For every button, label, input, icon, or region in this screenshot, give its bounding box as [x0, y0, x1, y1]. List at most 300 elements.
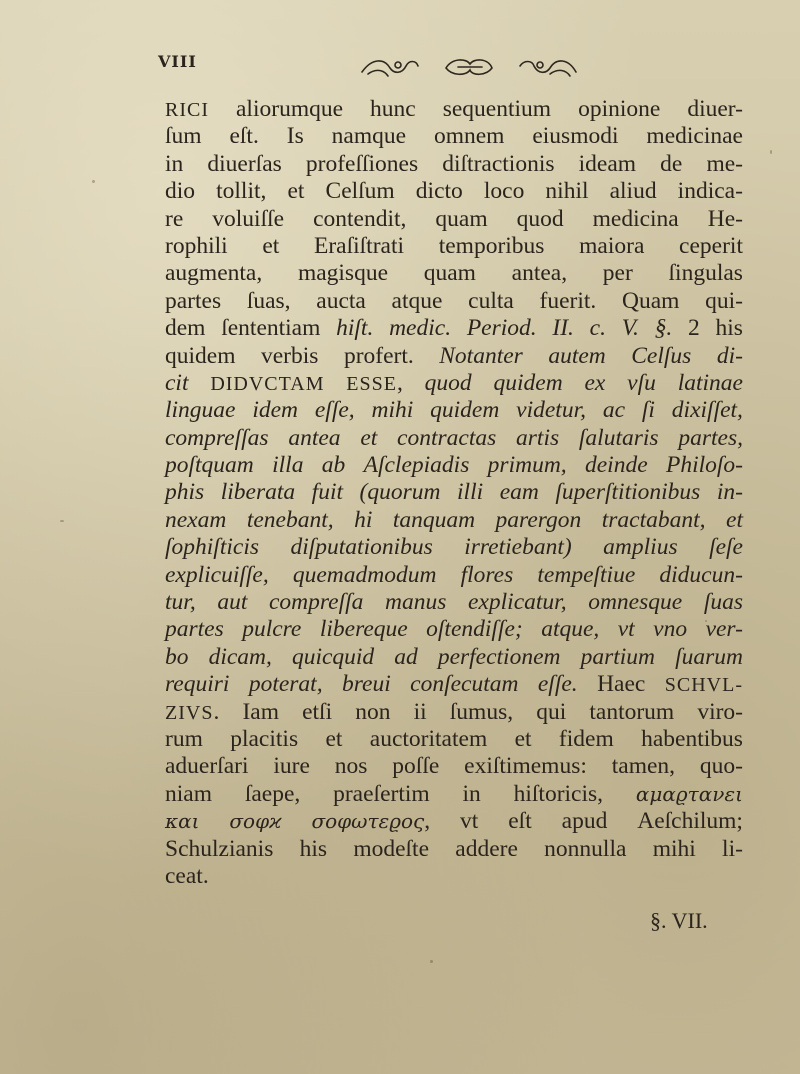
word: [672, 397, 743, 424]
word: [675, 644, 743, 671]
page-header: [158, 52, 740, 82]
word: [636, 781, 743, 808]
word: [314, 233, 404, 260]
word: [242, 616, 301, 643]
italic-text: quidem: [430, 397, 500, 424]
text-segment: quam: [435, 205, 488, 232]
italic-text: cit: [165, 369, 189, 396]
word: [581, 644, 655, 671]
word: [298, 260, 388, 287]
word: [434, 123, 505, 150]
word: [516, 397, 586, 424]
italic-text: liberata: [220, 479, 296, 506]
word: [578, 96, 660, 123]
italic-text: di-: [716, 342, 743, 369]
word: [320, 616, 408, 643]
word: [385, 589, 446, 616]
word: [464, 753, 587, 780]
word: [355, 699, 390, 726]
italic-text: tractabant,: [601, 506, 706, 533]
italic-text: parergon: [495, 506, 582, 533]
italic-text: explicatur,: [468, 589, 567, 616]
paper-speck: [92, 180, 95, 183]
paper-speck: [60, 520, 64, 522]
italic-text: ſalutaris: [578, 424, 659, 451]
word: [618, 616, 635, 643]
italic-text: amplius: [603, 534, 678, 561]
text-segment: aucta: [316, 287, 366, 314]
text-segment: eſt: [508, 808, 532, 835]
word: [642, 397, 655, 424]
text-line: [165, 507, 743, 534]
word: [612, 753, 675, 780]
word: [165, 479, 204, 506]
text-segment: quod: [516, 205, 564, 232]
paper-speck: [430, 960, 433, 963]
word: [416, 178, 463, 205]
italic-text: irretiebant): [464, 534, 572, 561]
word: [457, 479, 483, 506]
text-line: [165, 260, 743, 287]
text-segment: re: [165, 205, 184, 232]
text-segment: exiſtimemus:: [464, 753, 587, 780]
italic-text: Aſclepiadis: [363, 452, 470, 479]
word: [678, 178, 743, 205]
text-segment: addere: [455, 835, 518, 862]
word: [165, 206, 183, 233]
text-segment: fidem: [558, 725, 614, 752]
text-line: [165, 206, 743, 233]
word: [165, 562, 269, 589]
word: [597, 671, 645, 698]
italic-text: omnesque: [588, 589, 683, 616]
word: [468, 589, 567, 616]
word: [262, 233, 279, 260]
word: [722, 836, 743, 863]
word: [585, 452, 648, 479]
text-line: [165, 836, 743, 863]
text-segment: He-: [707, 205, 743, 232]
word: [589, 699, 674, 726]
text-segment: tamen,: [611, 753, 676, 780]
text-segment: eiusmodi: [532, 123, 619, 150]
word: [229, 808, 281, 835]
text-segment: Celſum: [325, 178, 395, 205]
greek-text: σοφϰ: [229, 809, 282, 834]
italic-text: aut: [217, 589, 248, 616]
italic-text: Philoſo-: [665, 452, 743, 479]
text-segment: aduerſari: [165, 753, 249, 780]
italic-text: ſuarum: [675, 643, 743, 670]
word: [217, 589, 247, 616]
text-segment: et: [262, 232, 280, 259]
text-line: [165, 343, 743, 370]
word: [165, 507, 226, 534]
word: [247, 507, 334, 534]
text-segment: antea,: [511, 260, 568, 287]
word: [311, 808, 430, 835]
word: [706, 616, 743, 643]
italic-text: compreſſas: [165, 424, 269, 451]
word: [389, 315, 451, 342]
word: [579, 233, 644, 260]
italic-text: tempeſtiue: [537, 561, 636, 588]
text-segment: .: [213, 698, 220, 725]
text-segment: modeſte: [353, 835, 430, 862]
word: [394, 644, 418, 671]
text-line: [165, 288, 743, 315]
word: [221, 315, 320, 342]
text-segment: culta: [468, 287, 514, 314]
text-segment: ceperit: [679, 232, 743, 259]
text-segment: ſaepe,: [244, 780, 301, 807]
italic-text: tanquam: [392, 506, 476, 533]
word: [536, 699, 566, 726]
word: [631, 343, 691, 370]
word: [708, 206, 743, 233]
word: [678, 370, 743, 397]
word: [593, 206, 679, 233]
text-segment: diuerſas: [207, 150, 282, 177]
word: [272, 452, 303, 479]
greek-text: σοφωτεϱος: [311, 809, 425, 834]
word: [500, 479, 539, 506]
word: [603, 534, 677, 561]
text-segment: et: [325, 725, 343, 752]
text-segment: nihil: [545, 178, 589, 205]
word: [660, 151, 682, 178]
catchword: §. VII.: [650, 908, 708, 933]
text-segment: maiora: [579, 232, 645, 259]
word: [726, 507, 743, 534]
text-segment: omnem: [433, 123, 505, 150]
word: [247, 288, 291, 315]
word: [704, 589, 743, 616]
text-segment: Is: [286, 123, 304, 150]
word: [165, 534, 259, 561]
word: [290, 534, 432, 561]
text-segment: diſtractionis: [442, 150, 555, 177]
text-segment: Eraſiſtrati: [313, 232, 405, 259]
word: [424, 260, 476, 287]
text-line: [165, 644, 743, 671]
text-segment: tollit,: [216, 178, 267, 205]
text-segment: voluiſſe: [212, 205, 285, 232]
word: [165, 96, 209, 123]
italic-text: quidem: [493, 369, 563, 396]
text-segment: dem: [165, 315, 206, 342]
text-line: [165, 781, 743, 808]
text-segment: fuerit.: [539, 287, 597, 314]
text-segment: et: [514, 725, 532, 752]
word: [516, 425, 559, 452]
text-segment: ſumus,: [449, 698, 514, 725]
word: [221, 479, 295, 506]
word: [165, 589, 196, 616]
italic-text: antea: [288, 424, 341, 451]
word: [659, 562, 743, 589]
text-line: [165, 726, 743, 753]
text-line: [165, 452, 743, 479]
word: [165, 343, 236, 370]
text-segment: etſi: [302, 698, 333, 725]
word: [460, 808, 478, 835]
word: [410, 671, 518, 698]
word: [288, 425, 340, 452]
word: [678, 425, 743, 452]
italic-text: vno: [653, 616, 688, 643]
word: [515, 726, 532, 753]
word: [655, 315, 673, 342]
word: [610, 178, 657, 205]
italic-text: atque,: [541, 616, 600, 643]
italic-text: videtur,: [516, 397, 587, 424]
text-line: [165, 479, 743, 506]
word: [590, 315, 606, 342]
text-segment: loco: [483, 178, 525, 205]
word: [537, 562, 635, 589]
word: [252, 397, 298, 424]
text-segment: his: [715, 315, 743, 342]
word: [602, 507, 706, 534]
word: [603, 397, 625, 424]
text-segment: diuer-: [687, 96, 743, 122]
word: [717, 479, 743, 506]
italic-text: diſputationibus: [290, 534, 433, 561]
word: [584, 370, 605, 397]
word: [562, 808, 608, 835]
word: [210, 370, 324, 397]
word: [269, 589, 363, 616]
word: [287, 123, 304, 150]
word: [588, 589, 682, 616]
italic-text: illi: [457, 479, 484, 506]
word: [165, 808, 199, 835]
word: [287, 178, 304, 205]
word: [517, 206, 564, 233]
text-segment: mihi: [652, 835, 696, 862]
body-text: [165, 96, 743, 890]
italic-text: ſi: [641, 397, 655, 424]
text-segment: niam: [165, 780, 212, 807]
italic-text: V.: [621, 315, 639, 342]
text-segment: placitis: [230, 725, 299, 752]
text-segment: ,: [424, 808, 431, 835]
word: [541, 616, 599, 643]
word: [300, 836, 327, 863]
word: [292, 644, 374, 671]
word: [397, 425, 496, 452]
word: [622, 288, 679, 315]
italic-text: quicquid: [291, 643, 375, 670]
word: [669, 260, 743, 287]
italic-text: ad: [394, 643, 418, 670]
word: [559, 726, 614, 753]
text-segment: in: [165, 150, 184, 177]
text-line: [165, 233, 743, 260]
decorative-fleuron-icon: [354, 52, 584, 82]
word: [715, 315, 742, 342]
small-caps-text: ZIVS: [165, 701, 214, 724]
text-segment: praeſertim: [333, 780, 430, 807]
word: [508, 808, 532, 835]
word: [165, 178, 195, 205]
italic-text: Celſus: [631, 342, 692, 369]
paper-speck: [770, 150, 772, 154]
word: [249, 671, 323, 698]
text-segment: ſum: [165, 123, 202, 150]
italic-text: ac: [602, 397, 626, 424]
word: [209, 644, 272, 671]
word: [312, 479, 343, 506]
text-segment: et: [287, 178, 305, 205]
italic-text: et: [360, 424, 378, 451]
italic-text: explicuiſſe,: [165, 561, 269, 588]
italic-text: oſtendiſſe;: [426, 616, 523, 643]
word: [230, 726, 298, 753]
text-segment: his: [299, 835, 328, 862]
text-segment: nos: [334, 753, 368, 780]
word: [679, 233, 743, 260]
word: [414, 699, 427, 726]
text-segment: apud: [561, 808, 608, 835]
italic-text: tenebant,: [246, 506, 334, 533]
small-caps-text: DIDVCTAM: [210, 372, 325, 395]
text-segment: tantorum: [589, 698, 675, 725]
word: [435, 206, 487, 233]
word: [165, 123, 202, 150]
text-line: [165, 589, 743, 616]
text-segment: contendit,: [313, 205, 407, 232]
word: [538, 671, 578, 698]
word: [207, 151, 281, 178]
word: [212, 206, 284, 233]
word: [548, 343, 605, 370]
italic-text: ab: [321, 452, 346, 479]
italic-text: artis: [516, 424, 560, 451]
italic-text: fuit: [311, 479, 344, 506]
word: [688, 315, 700, 342]
text-segment: Iam: [242, 698, 279, 725]
text-segment: nonnulla: [544, 835, 627, 862]
word: [461, 562, 514, 589]
word: [165, 781, 212, 808]
word: [496, 507, 582, 534]
word: [665, 671, 743, 698]
text-segment: aliud: [609, 178, 657, 205]
text-line: [165, 178, 743, 205]
word: [273, 753, 310, 780]
italic-text: bo: [165, 643, 189, 670]
italic-text: (quorum: [359, 479, 441, 506]
word: [333, 781, 430, 808]
text-segment: profeſſiones: [305, 150, 419, 177]
text-segment: magisque: [297, 260, 389, 287]
word: [336, 315, 373, 342]
italic-text: partium: [580, 643, 655, 670]
word: [653, 616, 687, 643]
text-segment: hunc: [370, 96, 416, 122]
italic-text: dixiſſet,: [671, 397, 743, 424]
word: [229, 123, 258, 150]
italic-text: idem: [252, 397, 299, 424]
italic-text: tur,: [165, 589, 196, 616]
text-line: [165, 863, 743, 890]
text-line: [165, 151, 743, 178]
word: [464, 534, 571, 561]
word: [443, 96, 551, 123]
word: [697, 699, 743, 726]
small-caps-text: ESSE: [346, 372, 397, 395]
text-segment: auctoritatem: [369, 725, 488, 752]
italic-text: §.: [654, 315, 673, 342]
word: [540, 288, 597, 315]
word: [512, 260, 567, 287]
word: [165, 370, 189, 397]
word: [653, 836, 696, 863]
word: [641, 726, 743, 753]
text-segment: ſingulas: [668, 260, 743, 287]
italic-text: et: [726, 506, 743, 533]
word: [637, 808, 743, 835]
text-segment: qui: [536, 698, 567, 725]
italic-text: breui: [342, 671, 391, 698]
italic-text: hiſt.: [336, 315, 374, 342]
word: [468, 288, 514, 315]
word: [666, 452, 743, 479]
word: [439, 233, 545, 260]
word: [165, 425, 269, 452]
italic-text: ſuperſtitionibus: [555, 479, 701, 506]
italic-text: quod: [424, 369, 472, 396]
italic-text: ſuas: [703, 589, 743, 616]
word: [316, 288, 366, 315]
word: [165, 315, 205, 342]
word: [627, 370, 656, 397]
italic-text: linguae: [165, 397, 236, 424]
word: [442, 151, 554, 178]
text-segment: ſuas,: [246, 287, 291, 314]
italic-text: quemadmodum: [292, 561, 437, 588]
text-segment: dicto: [415, 178, 463, 205]
text-segment: in: [462, 780, 481, 807]
word: [165, 151, 183, 178]
word: [261, 343, 318, 370]
italic-text: ver-: [705, 616, 743, 643]
word: [603, 260, 633, 287]
italic-text: poterat,: [248, 671, 323, 698]
text-segment: ſententiam: [221, 315, 321, 342]
word: [700, 753, 743, 780]
text-segment: Schulzianis: [165, 835, 274, 862]
text-segment: 2: [688, 315, 700, 342]
word: [216, 178, 266, 205]
word: [493, 370, 562, 397]
text-segment: profert.: [343, 342, 414, 369]
word: [325, 726, 342, 753]
word: [555, 479, 700, 506]
word: [467, 315, 537, 342]
italic-text: eſſe.: [537, 671, 578, 698]
word: [687, 96, 743, 123]
word: [425, 370, 472, 397]
italic-text: in-: [716, 479, 743, 506]
italic-text: nexam: [165, 506, 227, 533]
text-segment: li-: [722, 835, 743, 862]
text-line: [165, 96, 743, 123]
italic-text: pulcre: [242, 616, 302, 643]
word: [360, 479, 441, 506]
